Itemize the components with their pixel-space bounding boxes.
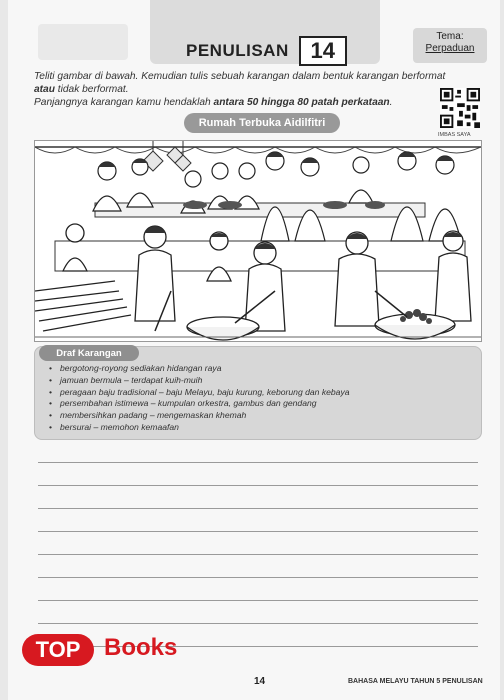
- draft-item: • peragaan baju tradisional – baju Melayu, baju kurung, keborung dan kebaya: [49, 387, 350, 399]
- open-house-illustration: [34, 140, 482, 342]
- writing-line[interactable]: [38, 508, 478, 509]
- instruction-line-1: Teliti gambar di bawah. Kemudian tulis sebuah karangan dalam bentuk karangan berformat: [34, 71, 446, 82]
- logo-books-text: Books: [104, 634, 178, 661]
- instruction-line-3-end: .: [389, 97, 393, 108]
- writing-line[interactable]: [38, 554, 478, 555]
- page-number: 14: [254, 676, 266, 687]
- qr-code[interactable]: [440, 88, 480, 128]
- draft-label: Draf Karangan: [39, 345, 139, 361]
- instruction-line-3: [34, 97, 392, 108]
- writing-line[interactable]: [38, 531, 478, 532]
- faded-header-box: [38, 24, 128, 60]
- writing-line[interactable]: [38, 600, 478, 601]
- instruction-bold-atau: atau: [34, 84, 55, 95]
- page-title: [158, 38, 358, 64]
- scene-title: Rumah Terbuka Aidilfitri: [184, 113, 340, 133]
- theme-badge: [413, 28, 487, 63]
- draft-item: • jamuan bermula – terdapat kuih-muih: [49, 375, 350, 387]
- writing-line[interactable]: [38, 485, 478, 486]
- qr-caption: IMBAS SAYA: [438, 132, 471, 138]
- title-text: PENULISAN: [186, 41, 289, 60]
- draft-item: • bersurai – memohon kemaafan: [49, 422, 350, 434]
- instruction-line-2: [34, 84, 129, 95]
- topbooks-logo: [16, 628, 206, 678]
- instruction-line-3-start: Panjangnya karangan kamu hendaklah: [34, 97, 214, 108]
- logo-top-badge: TOP: [22, 634, 94, 666]
- theme-value: Perpaduan: [425, 43, 475, 54]
- theme-label: Tema:: [436, 31, 464, 42]
- draft-list: [49, 363, 350, 434]
- draft-item: • persembahan istimewa – kumpulan orkestra, gambus dan gendang: [49, 398, 350, 410]
- worksheet-page: [8, 0, 500, 700]
- instruction-word-range: antara 50 hingga 80 patah perkataan: [213, 97, 390, 108]
- writing-line[interactable]: [38, 577, 478, 578]
- draft-box: [34, 346, 482, 440]
- writing-line[interactable]: [38, 462, 478, 463]
- footer-book-title: BAHASA MELAYU TAHUN 5 PENULISAN: [348, 678, 483, 685]
- instruction-line-2-rest: tidak berformat.: [54, 84, 129, 95]
- draft-item: • membersihkan padang – mengemaskan khemah: [49, 410, 350, 422]
- draft-item: • bergotong-royong sediakan hidangan raya: [49, 363, 350, 375]
- title-number: 14: [299, 36, 347, 66]
- writing-line[interactable]: [38, 623, 478, 624]
